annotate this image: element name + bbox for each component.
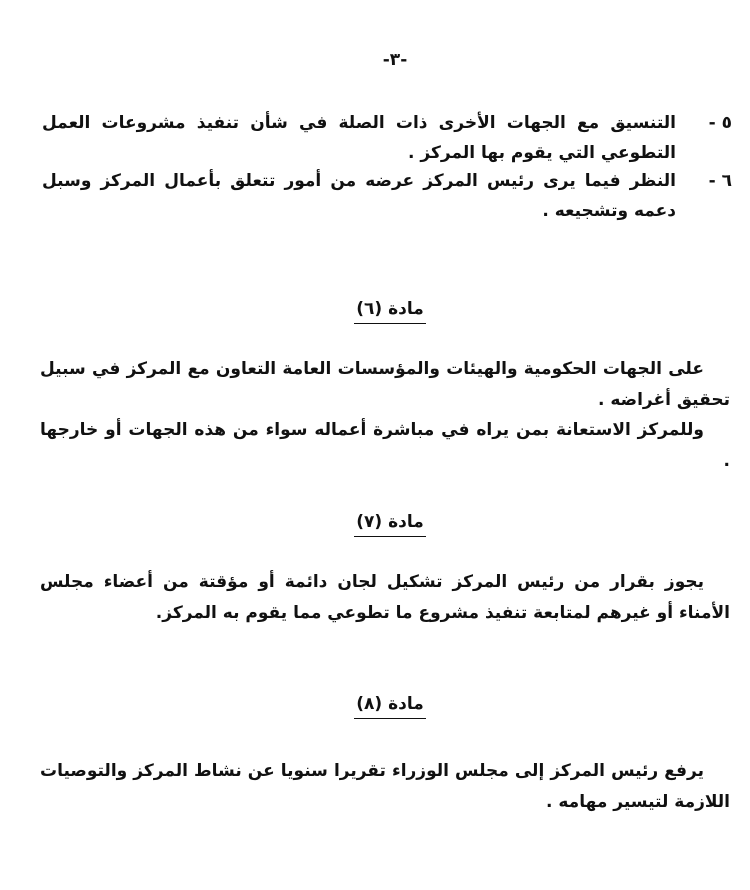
article-heading-text: مادة (٨) [354, 692, 426, 719]
list-item [42, 166, 732, 226]
article-6-heading [15, 297, 750, 324]
article-7-heading [15, 510, 750, 537]
list-item-number: ٦ - [708, 171, 732, 191]
article-7-paragraph: يجوز بقرار من رئيس المركز تشكيل لجان دائمة أو مؤقتة من أعضاء مجلس الأمناء أو غيرهم لمتابعة تنفيذ مشروع ما تطوعي مما يقوم به المركز. [40, 572, 730, 623]
article-6-paragraph-2: وللمركز الاستعانة بمن يراه في مباشرة أعماله سواء من هذه الجهات أو خارجها . [40, 420, 730, 471]
article-6-paragraph-1: على الجهات الحكومية والهيئات والمؤسسات العامة التعاون مع المركز في سبيل تحقيق أغراضه . [40, 359, 730, 410]
article-heading-text: مادة (٧) [354, 510, 426, 537]
article-8-heading [15, 692, 750, 719]
list-item-text: التنسيق مع الجهات الأخرى ذات الصلة في شأن تنفيذ مشروعات العمل التطوعي التي يقوم بها المركز . [42, 113, 676, 163]
list-item [42, 108, 732, 168]
article-heading-text: مادة (٦) [354, 297, 426, 324]
page-number: -٣- [382, 50, 408, 70]
list-item-text: النظر فيما يرى رئيس المركز عرضه من أمور تتعلق بأعمال المركز وسبل دعمه وتشجيعه . [42, 171, 676, 221]
article-8-paragraph: يرفع رئيس المركز إلى مجلس الوزراء تقريرا سنويا عن نشاط المركز والتوصيات اللازمة لتيسير مهامه . [40, 761, 730, 812]
list-item-number: ٥ - [708, 113, 732, 133]
